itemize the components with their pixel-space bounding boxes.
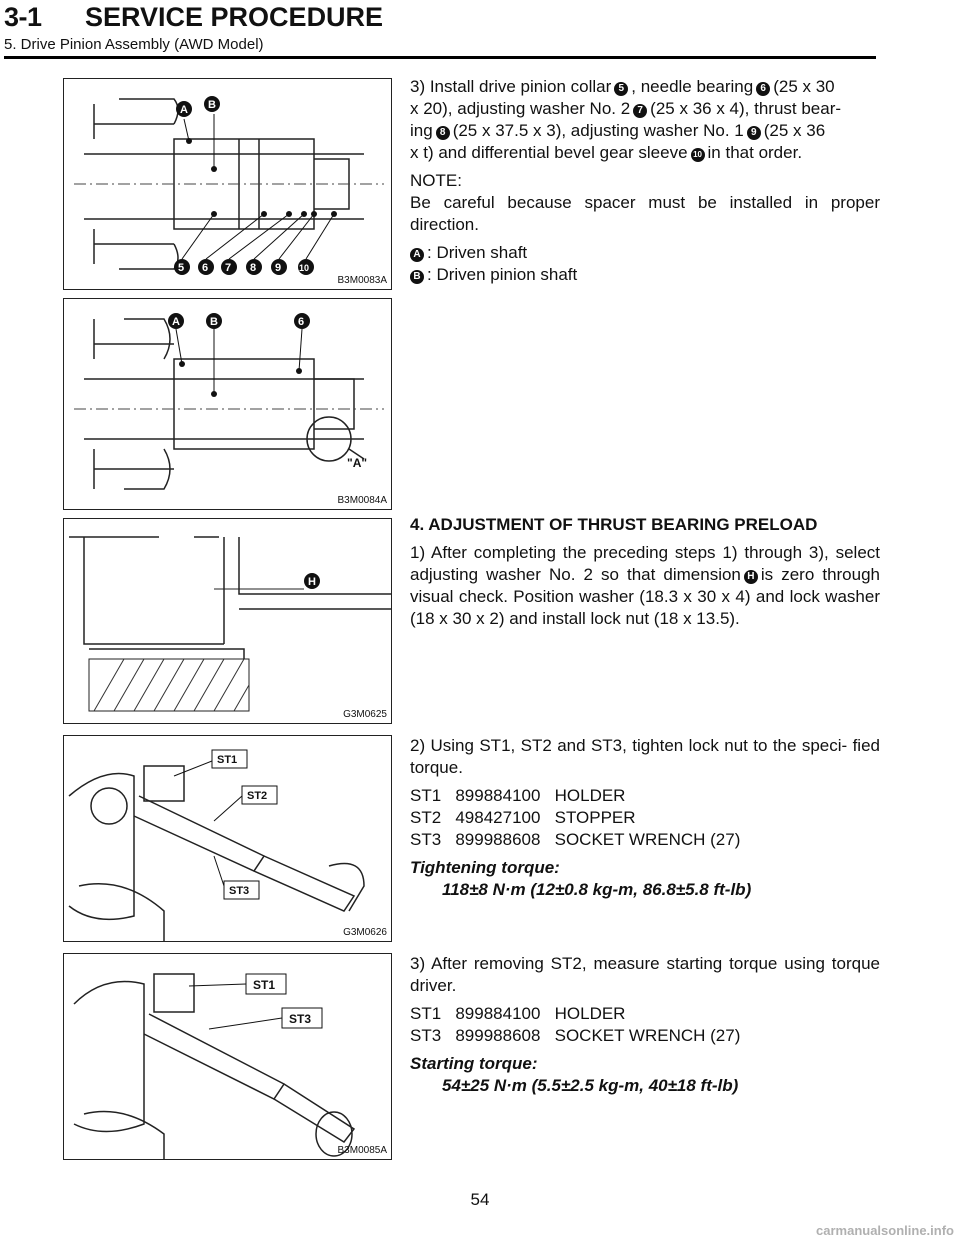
text: (25 x 30 bbox=[773, 77, 835, 96]
figure-b3m0085a bbox=[63, 953, 392, 1160]
step2-block bbox=[410, 735, 880, 901]
tighten-lock-nut-drawing bbox=[64, 736, 391, 941]
text: (25 x 36 x 4), thrust bear- bbox=[650, 99, 842, 118]
figure-g3m0625 bbox=[63, 518, 392, 724]
note-text: Be careful because spacer must be installed in proper direction. bbox=[410, 193, 880, 234]
svg-text:6: 6 bbox=[202, 262, 209, 274]
text: (25 x 36 bbox=[763, 121, 826, 140]
item-marker-6: 6 bbox=[756, 82, 770, 96]
watermark: carmanualsonline.info bbox=[816, 1223, 954, 1238]
svg-text:A: A bbox=[180, 104, 188, 116]
step3-line2 bbox=[410, 98, 880, 120]
page-title: SERVICE PROCEDURE bbox=[85, 2, 384, 32]
svg-text:9: 9 bbox=[275, 262, 282, 274]
legend-marker-b: B bbox=[410, 270, 424, 284]
item-marker-8: 8 bbox=[436, 126, 450, 140]
torque-value: 54±25 N·m (5.5±2.5 kg-m, 40±18 ft-lb) bbox=[442, 1076, 739, 1095]
svg-text:5: 5 bbox=[178, 262, 185, 274]
page-number: 54 bbox=[470, 1190, 490, 1209]
svg-text:ST1: ST1 bbox=[253, 978, 276, 992]
header-rule bbox=[4, 56, 876, 59]
text: in that order. bbox=[707, 143, 803, 162]
figure-b3m0083a bbox=[63, 78, 392, 290]
text: is zero through visual check. Position washer (18.3 x 30 x 4) and lock washer (18 x 30 x 2) and install lock nut (18 x 13.5). bbox=[410, 565, 881, 628]
tool-row: ST1 899884100 HOLDER bbox=[410, 786, 626, 805]
text: : Driven pinion shaft bbox=[427, 265, 578, 284]
tool-row: ST1 899884100 HOLDER bbox=[410, 1004, 626, 1023]
section-number: 3-1 bbox=[4, 2, 42, 32]
svg-text:ST3: ST3 bbox=[229, 885, 250, 897]
figure-caption: B3M0085A bbox=[337, 1145, 387, 1156]
thrust-dimension-drawing bbox=[64, 519, 391, 723]
item-marker-9: 9 bbox=[747, 126, 761, 140]
step3-install-text bbox=[410, 76, 880, 286]
section-heading: 4. ADJUSTMENT OF THRUST BEARING PRELOAD bbox=[410, 515, 818, 534]
svg-text:ST2: ST2 bbox=[247, 790, 268, 802]
text: ing bbox=[410, 121, 433, 140]
step3b-text: 3) After removing ST2, measure starting torque using torque driver. bbox=[410, 954, 880, 995]
text: , needle bearing bbox=[631, 77, 754, 96]
svg-text:8: 8 bbox=[250, 262, 257, 274]
section4-paragraph bbox=[410, 542, 880, 630]
note-label: NOTE: bbox=[410, 171, 462, 190]
page-subtitle: 5. Drive Pinion Assembly (AWD Model) bbox=[4, 36, 264, 53]
svg-text:B: B bbox=[210, 316, 218, 328]
tool-row: ST2 498427100 STOPPER bbox=[410, 808, 636, 827]
item-marker-5: 5 bbox=[614, 82, 628, 96]
torque-label: Starting torque: bbox=[410, 1054, 538, 1073]
svg-text:H: H bbox=[308, 576, 316, 588]
figure-caption: G3M0626 bbox=[343, 927, 387, 938]
step2-text: 2) Using ST1, ST2 and ST3, tighten lock nut to the speci- fied torque. bbox=[410, 736, 880, 777]
tool-row: ST3 899988608 SOCKET WRENCH (27) bbox=[410, 1026, 741, 1045]
text: x 20), adjusting washer No. 2 bbox=[410, 99, 631, 118]
item-marker-7: 7 bbox=[633, 104, 647, 118]
svg-text:ST1: ST1 bbox=[217, 754, 238, 766]
item-marker-10: 10 bbox=[691, 148, 705, 162]
svg-text:6: 6 bbox=[298, 316, 305, 328]
torque-value: 118±8 N·m (12±0.8 kg-m, 86.8±5.8 ft-lb) bbox=[442, 880, 752, 899]
svg-text:10: 10 bbox=[299, 263, 310, 273]
text: x t) and differential bevel gear sleeve bbox=[410, 143, 688, 162]
legend-a bbox=[410, 242, 880, 264]
text: (25 x 37.5 x 3), adjusting washer No. 1 bbox=[452, 121, 744, 140]
dimension-marker-h: H bbox=[744, 570, 758, 584]
svg-text:7: 7 bbox=[225, 262, 232, 274]
text: 3) Install drive pinion collar bbox=[410, 77, 612, 96]
torque-label: Tightening torque: bbox=[410, 858, 560, 877]
tool-row: ST3 899988608 SOCKET WRENCH (27) bbox=[410, 830, 741, 849]
step3b-block bbox=[410, 953, 880, 1097]
svg-text:ST3: ST3 bbox=[289, 1012, 312, 1026]
step3-line1 bbox=[410, 76, 880, 98]
figure-b3m0084a bbox=[63, 298, 392, 510]
text: 1) After completing the preceding steps 1) through 3), select adjusting washer No. 2 so that dimension bbox=[410, 543, 880, 584]
svg-text:"A": "A" bbox=[347, 456, 368, 470]
figure-caption: G3M0625 bbox=[343, 709, 387, 720]
measure-starting-torque-drawing bbox=[64, 954, 391, 1159]
figure-caption: B3M0083A bbox=[337, 275, 387, 286]
figure-g3m0626 bbox=[63, 735, 392, 942]
svg-text:B: B bbox=[208, 99, 216, 111]
step3-line4 bbox=[410, 142, 880, 164]
figure-caption: B3M0084A bbox=[337, 495, 387, 506]
step3-line3 bbox=[410, 120, 880, 142]
legend-b bbox=[410, 264, 880, 286]
text: : Driven shaft bbox=[427, 243, 528, 262]
svg-text:A: A bbox=[172, 316, 180, 328]
legend-marker-a: A bbox=[410, 248, 424, 262]
pinion-assembly-drawing-1 bbox=[64, 79, 391, 289]
section4-block bbox=[410, 514, 880, 636]
pinion-assembly-drawing-2 bbox=[64, 299, 391, 509]
